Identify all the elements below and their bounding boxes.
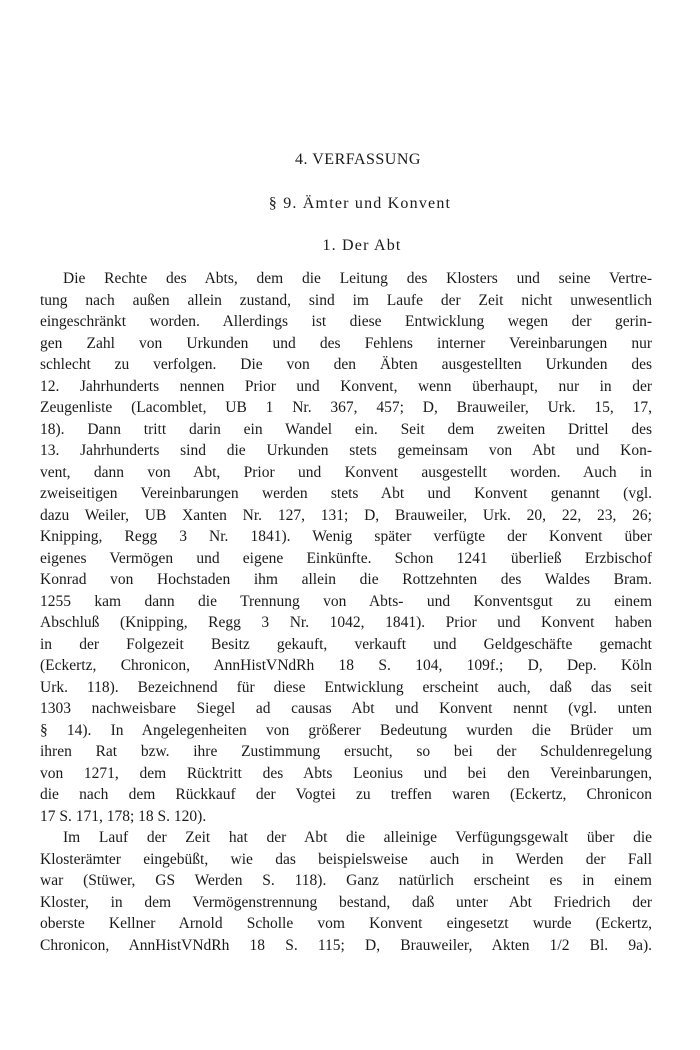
text-line: Chronicon, AnnHistVNdRh 18 S. 115; D, Brauweiler, Akten 1/2 Bl. 9a). [40, 936, 652, 954]
text-line: Klosterämter eingebüßt, wie das beispielsweise auch in Werden der Fall [40, 850, 652, 868]
section-heading: § 9. Ämter und Konvent [268, 195, 452, 212]
text-line: Im Lauf der Zeit hat der Abt die alleinige Verfügungsgewalt über die [63, 829, 652, 846]
text-line: 17 S. 171, 178; 18 S. 120). [40, 807, 207, 825]
text-line: Abschluß (Knipping, Regg 3 Nr. 1042, 1841). Prior und Konvent haben [40, 614, 652, 631]
text-line: eigenes Vermögen und eigene Einkünfte. Schon 1241 überließ Erzbischof [40, 549, 652, 567]
text-line: Urk. 118). Bezeichnend für diese Entwicklung erscheint auch, daß das seit [40, 678, 652, 696]
text-line: von 1271, dem Rücktritt des Abts Leonius und bei den Vereinbarungen, [40, 764, 652, 782]
text-line: ihren Rat bzw. ihre Zustimmung ersucht, so bei der Schuldenregelung [40, 743, 652, 760]
text-line: Kloster, in dem Vermögenstrennung bestand, daß unter Abt Friedrich der [40, 893, 652, 911]
text-line: dazu Weiler, UB Xanten Nr. 127, 131; D, Brauweiler, Urk. 20, 22, 23, 26; [40, 506, 652, 524]
text-line: Konrad von Hochstaden ihm allein die Rottzehnten des Waldes Bram. [40, 571, 652, 588]
text-line: Die Rechte des Abts, dem die Leitung des Klosters und seine Vertre- [63, 270, 652, 287]
text-line: Zeugenliste (Lacomblet, UB 1 Nr. 367, 457; D, Brauweiler, Urk. 15, 17, [40, 399, 652, 416]
text-line: gen Zahl von Urkunden und des Fehlens interner Vereinbarungen nur [40, 334, 652, 352]
text-line: die nach dem Rückkauf der Vogtei zu treffen waren (Eckertz, Chronicon [40, 786, 652, 803]
text-line: tung nach außen allein zustand, sind im Laufe der Zeit nicht unwesentlich [40, 291, 652, 309]
subsection-heading: 1. Der Abt [322, 237, 402, 254]
text-line: (Eckertz, Chronicon, AnnHistVNdRh 18 S. 104, 109f.; D, Dep. Köln [40, 657, 652, 674]
text-line: schlecht zu verfolgen. Die von den Äbten ausgestellten Urkunden des [40, 356, 652, 373]
text-line: eingeschränkt worden. Allerdings ist diese Entwicklung wegen der gerin- [40, 313, 652, 330]
text-line: zweiseitigen Vereinbarungen werden stets Abt und Konvent genannt (vgl. [40, 485, 652, 502]
text-line: vent, dann von Abt, Prior und Konvent ausgestellt worden. Auch in [40, 463, 652, 481]
text-line: war (Stüwer, GS Werden S. 118). Ganz natürlich erscheint es in einem [40, 872, 652, 889]
text-line: 1303 nachweisbare Siegel ad causas Abt und Konvent nennt (vgl. unten [40, 700, 652, 717]
text-line: 12. Jahrhunderts nennen Prior und Konvent, wenn überhaupt, nur in der [40, 377, 652, 395]
text-line: 1255 kam dann die Trennung von Abts- und Konventsgut zu einem [40, 592, 652, 610]
text-line: in der Folgezeit Besitz gekauft, verkauft und Geldgeschäfte gemacht [40, 635, 652, 653]
chapter-heading: 4. VERFASSUNG [295, 151, 421, 168]
text-line: oberste Kellner Arnold Scholle vom Konvent eingesetzt wurde (Eckertz, [40, 915, 652, 932]
text-line: Knipping, Regg 3 Nr. 1841). Wenig später verfügte der Konvent über [40, 528, 652, 545]
text-line: § 14). In Angelegenheiten von größerer Bedeutung wurden die Brüder um [40, 721, 652, 739]
body-text [40, 268, 652, 956]
text-line: 13. Jahrhunderts sind die Urkunden stets gemeinsam von Abt und Kon- [40, 442, 652, 459]
text-line: 18). Dann tritt darin ein Wandel ein. Seit dem zweiten Drittel des [40, 420, 652, 438]
